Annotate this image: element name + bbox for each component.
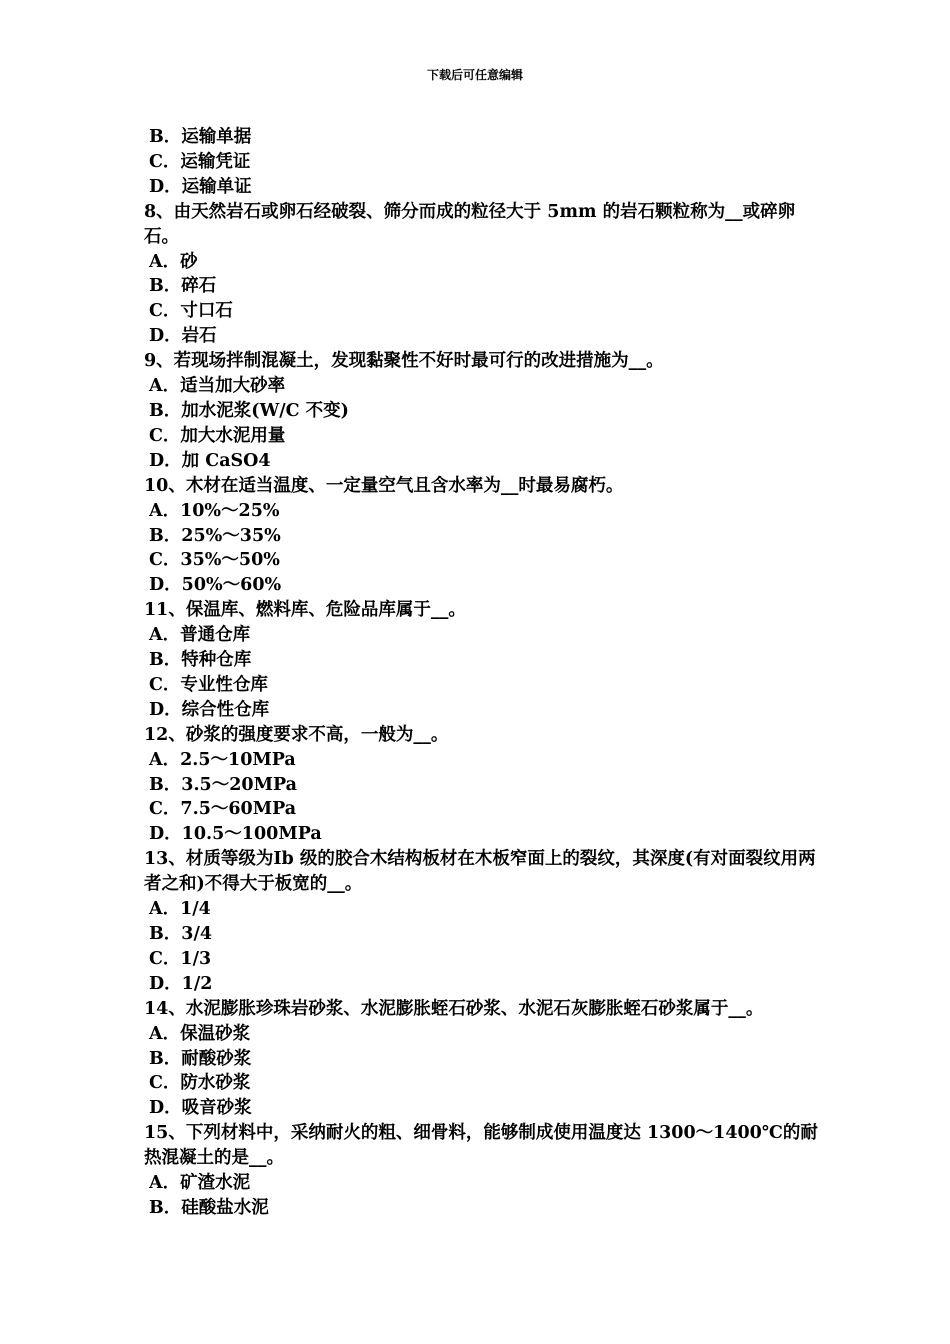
option-12a: A．2.5～10MPa: [149, 749, 296, 770]
option-12d: D．10.5～100MPa: [149, 824, 322, 845]
option-14c: C．防水砂浆: [149, 1073, 251, 1094]
page-header: 下载后可任意编辑: [426, 68, 523, 82]
option-7b: B．运输单据: [149, 127, 252, 147]
option-11a: A．普通仓库: [149, 625, 251, 646]
option-15b: B．硅酸盐水泥: [149, 1197, 269, 1218]
option-9a: A．适当加大砂率: [149, 376, 286, 397]
option-7c: C．运输凭证: [149, 151, 251, 172]
question-12: 12、砂浆的强度要求不高，一般为__。: [144, 724, 449, 745]
question-14: 14、水泥膨胀珍珠岩砂浆、水泥膨胀蛭石砂浆、水泥石灰膨胀蛭石砂浆属于__。: [144, 998, 764, 1019]
option-14b: B．耐酸砂浆: [149, 1048, 252, 1069]
document-body: [144, 125, 824, 1221]
question-15: 15、下列材料中，采纳耐火的粗、细骨料，能够制成使用温度达 1300～1400℃的耐热混凝土的是__。: [144, 1123, 818, 1169]
option-8d: D．岩石: [149, 326, 217, 347]
question-10: 10、木材在适当温度、一定量空气且含水率为__时最易腐朽。: [144, 475, 624, 496]
option-13c: C．1/3: [149, 948, 212, 969]
option-8c: C．寸口石: [149, 301, 233, 322]
option-11d: D．综合性仓库: [149, 699, 270, 720]
option-9c: C．加大水泥用量: [149, 425, 286, 446]
option-14a: A．保温砂浆: [149, 1023, 251, 1044]
option-9d: D．加 CaSO4: [149, 450, 271, 471]
question-9: 9、若现场拌制混凝土，发现黏聚性不好时最可行的改进措施为__。: [144, 351, 664, 372]
option-15a: A．矿渣水泥: [149, 1173, 251, 1194]
question-11: 11、保温库、燃料库、危险品库属于__。: [144, 600, 466, 621]
option-10a: A．10%～25%: [149, 500, 280, 521]
option-8b: B．碎石: [149, 276, 217, 297]
option-10c: C．35%～50%: [149, 550, 280, 571]
option-14d: D．吸音砂浆: [149, 1098, 252, 1119]
option-8a: A．砂: [149, 251, 198, 272]
question-8: 8、由天然岩石或卵石经破裂、筛分而成的粒径大于 5mm 的岩石颗粒称为__或碎卵石。: [144, 201, 796, 247]
option-13b: B．3/4: [149, 924, 213, 944]
option-11c: C．专业性仓库: [149, 674, 268, 695]
option-13a: A．1/4: [149, 899, 211, 920]
option-7d: D．运输单证: [149, 176, 252, 197]
option-10d: D．50%～60%: [149, 575, 282, 596]
option-10b: B．25%～35%: [149, 525, 281, 546]
question-13: 13、材质等级为Ⅰb 级的胶合木结构板材在木板窄面上的裂纹，其深度(有对面裂纹用两者之和)不得大于板宽的__。: [144, 849, 816, 895]
option-13d: D．1/2: [149, 973, 213, 994]
option-12b: B．3.5～20MPa: [149, 774, 297, 795]
option-11b: B．特种仓库: [149, 650, 252, 671]
option-9b: B．加水泥浆(W/C 不变): [149, 400, 349, 421]
option-12c: C．7.5～60MPa: [149, 799, 297, 820]
